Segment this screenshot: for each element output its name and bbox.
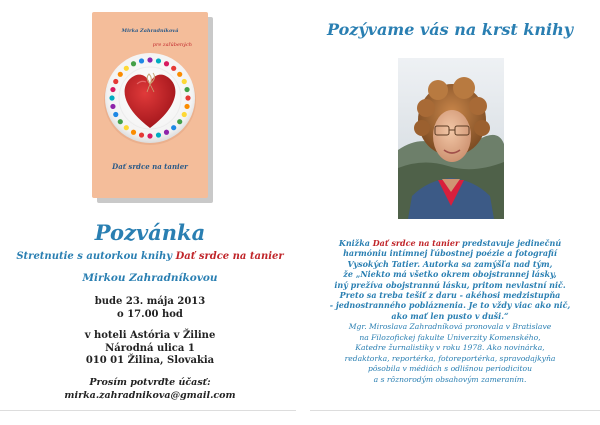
plate-rim-dot	[177, 119, 182, 124]
blurb-line: Preto sa treba tešiť z daru - akéhosi medzistupňa	[339, 290, 561, 301]
blurb-book-title: Dať srdce na tanier	[372, 238, 460, 248]
blurb-prefix: Knižka	[338, 238, 373, 248]
plate-rim-dot	[184, 104, 189, 109]
plate-rim-dot	[124, 125, 129, 130]
meeting-book-title: Dať srdce na tanier	[175, 251, 284, 262]
invitation-title: Pozvánka	[94, 220, 206, 245]
venue-street: Národná ulica 1	[105, 342, 195, 354]
blurb-line: iný prežíva obojstrannú lásku, pritom nevlastní nič.	[334, 279, 566, 290]
book-cover	[92, 12, 212, 202]
plate-rim-dot	[182, 112, 187, 117]
author-photo	[398, 58, 504, 219]
plate-rim-dot	[110, 104, 115, 109]
plate-rim-dot	[185, 95, 190, 100]
plate-rim-dot	[118, 72, 123, 77]
bio-line: redaktorka, reportérka, fotoreportérka, spravodajkyňa	[344, 353, 556, 363]
plate-rim-dot	[164, 130, 169, 135]
plate-rim-dot	[184, 87, 189, 92]
fold-line-left	[0, 410, 296, 411]
plate-rim-dot	[177, 72, 182, 77]
plate-rim-dot	[171, 66, 176, 71]
rsvp-block	[0, 377, 300, 402]
bio-line: na Filozofickej fakulte Univerzity Komenského,	[359, 332, 541, 342]
plate-rim-dot	[131, 61, 136, 66]
plate-rim-dot	[139, 58, 144, 63]
book-cover-author: Mirka Zahradníková	[121, 28, 179, 34]
plate-rim-dot	[156, 58, 161, 63]
plate-rim-dot	[164, 61, 169, 66]
book-blurb	[300, 238, 600, 321]
heart-plate-illustration	[101, 48, 199, 148]
fold-line-right	[310, 410, 600, 411]
rsvp-email[interactable]: mirka.zahradnikova@gmail.com	[64, 389, 236, 401]
venue-block	[0, 330, 300, 368]
venue-city: 010 01 Žilina, Slovakia	[85, 355, 215, 366]
bio-line: a s rôznorodým obsahovým zameraním.	[373, 374, 527, 384]
blurb-line-1-rest: predstavuje jedinečnú	[459, 238, 562, 248]
event-time: o 17.00 hod	[117, 308, 183, 320]
blurb-line-1	[300, 238, 600, 248]
rsvp-label: Prosím potvrďte účasť:	[89, 377, 211, 388]
meeting-prefix: Stretnutie s autorkou knihy	[16, 251, 176, 262]
plate-rim-dot	[113, 79, 118, 84]
book-launch-title: Pozývame vás na krst knihy	[326, 20, 574, 39]
event-date: bude 23. mája 2013	[94, 296, 206, 307]
plate-rim-dot	[182, 79, 187, 84]
plate-rim-dot	[156, 132, 161, 137]
blurb-line: - jednostranného pobláznenia. Je to vždy viac ako nič,	[329, 300, 571, 311]
blurb-line: harmóniu intímnej ľúbostnej poézie a fotografií	[343, 248, 557, 259]
blurb-line: Vysokých Tatier. Autorka sa zamýšľa nad tým,	[347, 258, 553, 269]
plate-rim-dot	[131, 130, 136, 135]
event-date-block	[0, 296, 300, 321]
plate-rim-dot	[109, 95, 114, 100]
bio-line: Mgr. Miroslava Zahradníková pronovala v Bratislave	[348, 322, 552, 331]
venue-hotel: v hoteli Astória v Žiline	[84, 330, 216, 341]
book-cover-subtitle: pre zaľúbených	[152, 42, 192, 48]
bio-line: Katedre žurnalistiky v roku 1978. Ako novinárka,	[355, 343, 545, 353]
meeting-line	[0, 251, 300, 262]
book-cover-front	[92, 12, 208, 198]
plate-rim-dot	[118, 119, 123, 124]
plate-rim-dot	[147, 133, 152, 138]
plate-rim-dot	[113, 112, 118, 117]
plate-rim-dot	[110, 87, 115, 92]
plate-rim-dot	[171, 125, 176, 130]
blurb-line: že „Niekto má všetko okrem obojstrannej lásky,	[343, 269, 557, 280]
plate-rim-dot	[147, 57, 152, 62]
plate-rim-dot	[139, 132, 144, 137]
book-launch-panel	[300, 0, 600, 425]
book-cover-title: Dať srdce na tanier	[112, 162, 188, 171]
author-bio	[300, 322, 600, 386]
blurb-line: ako mať len pusto v duši.“	[391, 310, 509, 321]
plate-rim-dot	[124, 66, 129, 71]
author-name: Mirkou Zahradníkovou	[82, 272, 218, 284]
bio-line: pôsobila v médiách s odlišnou periodicitou	[367, 364, 533, 374]
